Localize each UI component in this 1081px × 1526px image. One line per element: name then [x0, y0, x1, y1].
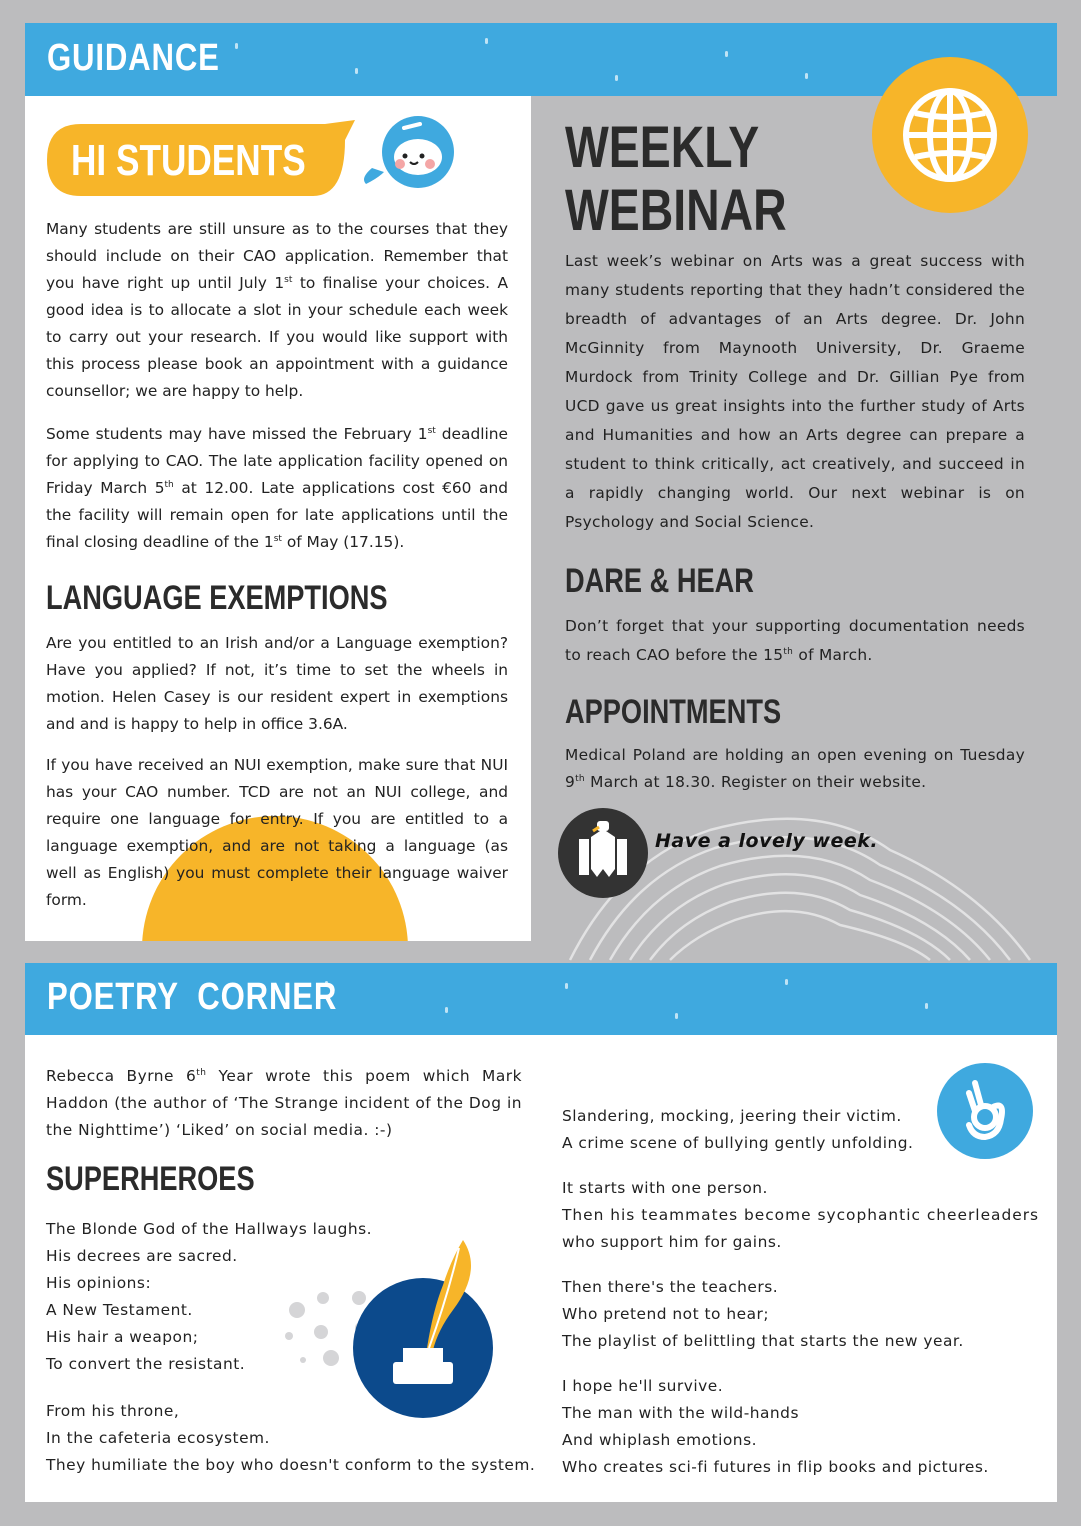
poem-line: His decrees are sacred. — [46, 1247, 238, 1265]
poem-line: I hope he'll survive. — [562, 1377, 724, 1395]
poem-line: To convert the resistant. — [46, 1355, 246, 1373]
poem-line: who support him for gains. — [562, 1233, 782, 1251]
hi-students-title: HI STUDENTS — [71, 136, 306, 185]
weekly-webinar-heading-line1: WEEKLY — [565, 115, 760, 180]
school-eagle-logo — [557, 807, 649, 899]
poem-right-column — [562, 1103, 1039, 1499]
poem-stanza — [562, 1274, 1039, 1355]
poem-line: In the cafeteria ecosystem. — [46, 1429, 270, 1447]
webinar-paragraph: Last week’s webinar on Arts was a great success with many students reporting that they hadn’t considered the breadth of advantages of an Arts degree. Dr. John McGinnity from Maynooth University, Dr. Graeme Murdock from Trinity College and Dr. Gillian Pye from UCD gave us great insights into the further study of Arts and Humanities and how an Arts degree can prepare a student to think critically, act creatively, and succeed in a rapidly changing world. Our next webinar is on Psychology and Social Science. — [565, 252, 1025, 531]
smiling-cup-mascot-icon — [360, 112, 460, 192]
poem-line: They humiliate the boy who doesn't conform to the system. — [46, 1456, 536, 1474]
appointments-heading: APPOINTMENTS — [565, 693, 782, 731]
poem-stanza — [562, 1373, 1039, 1481]
poetry-banner — [25, 963, 1057, 1035]
poem-line: The man with the wild-hands — [562, 1404, 799, 1422]
poem-line: The playlist of belittling that starts the new year. — [562, 1332, 964, 1350]
poem-line: Who creates sci-fi futures in flip books and pictures. — [562, 1458, 989, 1476]
language-paragraph-1: Are you entitled to an Irish and/or a Language exemption? Have you applied? If not, it’s time to set the wheels in motion. Helen Casey is our resident expert in exemptions and and is happy to help in office 3.6A. — [46, 634, 508, 733]
poem-line: It starts with one person. — [562, 1179, 768, 1197]
poetry-panel — [25, 1035, 1057, 1502]
dare-hear-paragraph: Don’t forget that your supporting documentation needs to reach CAO before the 15th of March. — [565, 617, 1025, 664]
poem-line: A crime scene of bullying gently unfolding. — [562, 1134, 914, 1152]
poem-line: Slandering, mocking, jeering their victim. — [562, 1107, 902, 1125]
poem-line: Who pretend not to hear; — [562, 1305, 770, 1323]
poem-line: A New Testament. — [46, 1301, 193, 1319]
weekly-webinar-heading-line2: WEBINAR — [565, 178, 787, 243]
intro-paragraph-2: Some students may have missed the February 1st deadline for applying to CAO. The late application facility opened on Friday March 5th at 12.00. Late applications cost €60 and the facility will remain open for late applications until the final closing deadline of the 1st of May (17.15). — [46, 425, 508, 551]
poem-stanza — [562, 1103, 1039, 1157]
poem-line: And whiplash emotions. — [562, 1431, 757, 1449]
appointments-paragraph: Medical Poland are holding an open evening on Tuesday 9th March at 18.30. Register on their website. — [565, 746, 1025, 791]
guidance-panel — [25, 96, 531, 941]
poem-line: Then there's the teachers. — [562, 1278, 779, 1296]
poem-line: His opinions: — [46, 1274, 152, 1292]
globe-icon — [870, 55, 1030, 215]
poem-stanza — [562, 1175, 1039, 1256]
poetry-title: POETRY CORNER — [47, 976, 338, 1018]
dare-hear-heading: DARE & HEAR — [565, 562, 754, 600]
poem-line: Then his teammates become sycophantic cheerleaders — [562, 1206, 1040, 1224]
quill-and-inkpot-icon — [283, 1240, 498, 1420]
poem-title: SUPERHEROES — [46, 1160, 255, 1198]
guidance-title: GUIDANCE — [47, 37, 220, 79]
signoff-text: Have a lovely week. — [655, 830, 879, 852]
intro-paragraph-1: Many students are still unsure as to the courses that they should include on their CAO application. Remember that you have right up until July 1st to finalise your choices. A good idea is to allocate a slot in your schedule each week to carry out your research. If you would like support with this process please book an appointment with a guidance counsellor; we are happy to help. — [46, 220, 508, 400]
poem-line: From his throne, — [46, 1402, 180, 1420]
poem-line: His hair a weapon; — [46, 1328, 199, 1346]
language-exemptions-heading: LANGUAGE EXEMPTIONS — [46, 579, 388, 617]
poem-line: The Blonde God of the Hallways laughs. — [46, 1220, 373, 1238]
language-paragraph-2: If you have received an NUI exemption, make sure that NUI has your CAO number. TCD are not an NUI college, and require one language for entry. If you are entitled to a language exemption, and are not taking a language (as well as English) you must complete their language waiver form. — [46, 756, 508, 909]
poetry-intro: Rebecca Byrne 6th Year wrote this poem which Mark Haddon (the author of ‘The Strange incident of the Dog in the Nighttime’) ‘Liked’ on social media. :-) — [46, 1067, 523, 1139]
